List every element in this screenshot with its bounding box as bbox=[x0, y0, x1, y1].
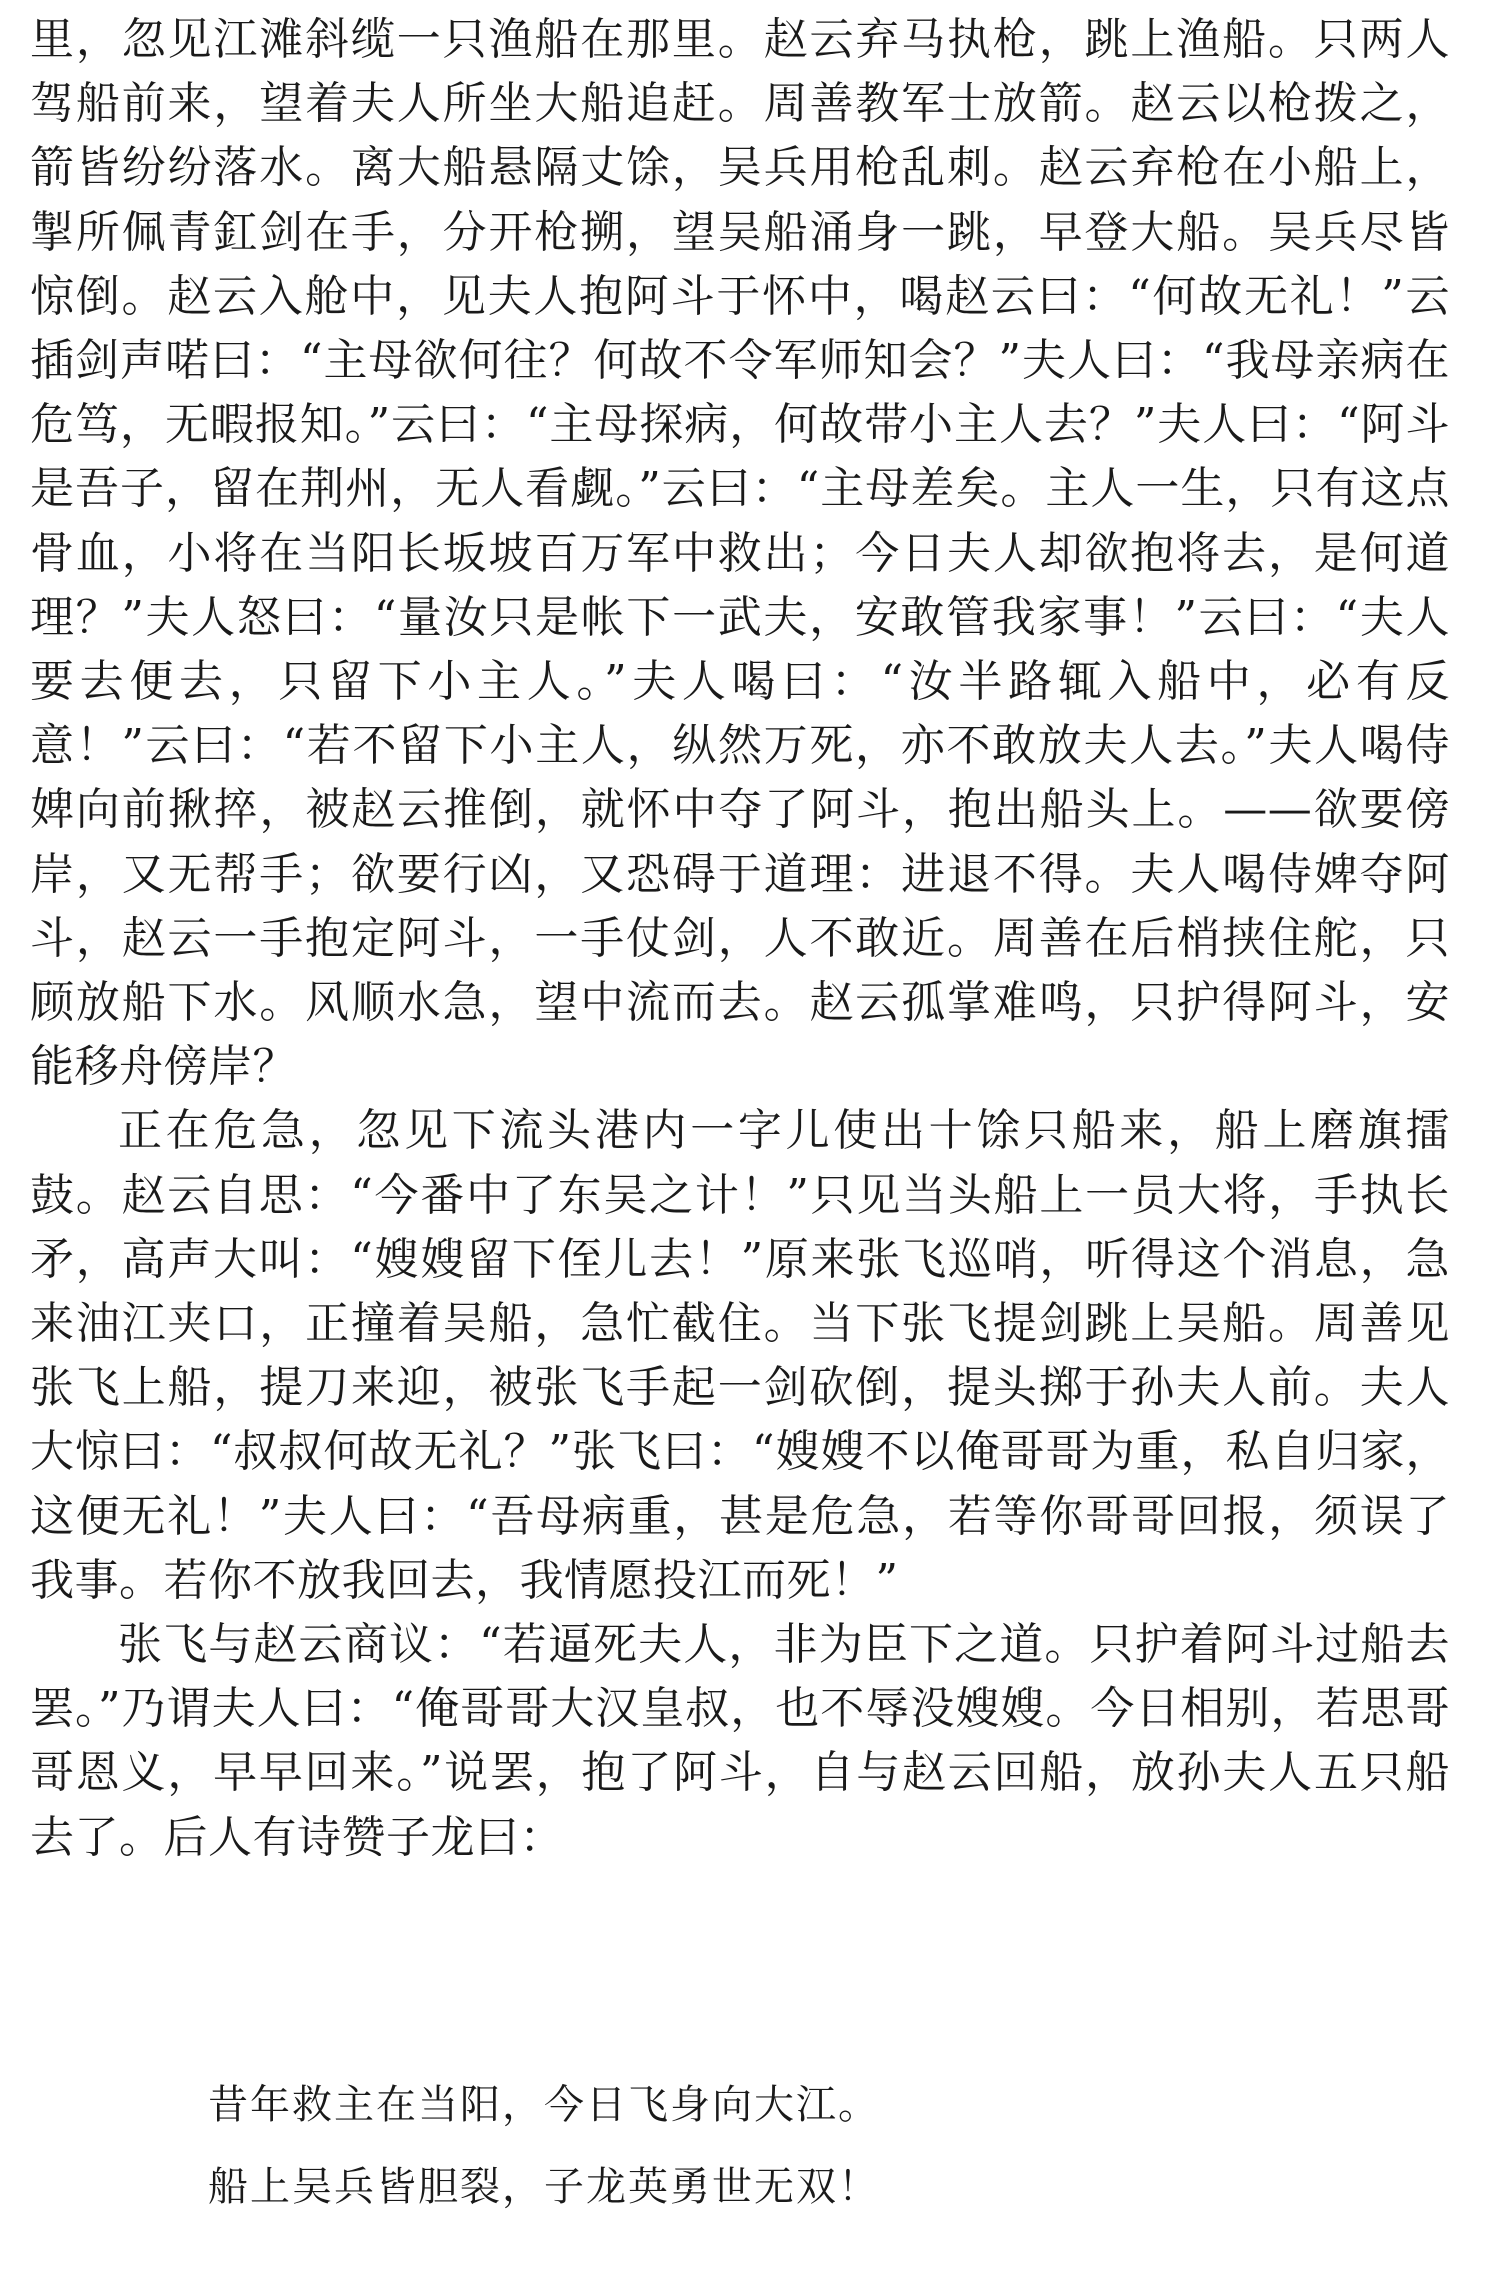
page-body bbox=[30, 8, 1450, 1870]
poem bbox=[208, 2064, 880, 2228]
poem-line-2: 船上吴兵皆胆裂，子龙英勇世无双！ bbox=[208, 2164, 880, 2210]
paragraph-3: 张飞与赵云商议：“若逼死夫人，非为臣下之道。只护着阿斗过船去罢。”乃谓夫人曰：“俺哥哥大汉皇叔，也不辱没嫂嫂。今日相别，若思哥哥恩义，早早回来。”说罢，抱了阿斗，自与赵云回船，放孙夫人五只船去了。后人有诗赞子龙曰： bbox=[30, 1619, 1450, 1863]
paragraph-2: 正在危急，忽见下流头港内一字儿使出十馀只船来，船上磨旗擂鼓。赵云自思：“今番中了东吴之计！”只见当头船上一员大将，手执长矛，高声大叫：“嫂嫂留下侄儿去！”原来张飞巡哨，听得这个消息，急来油江夹口，正撞着吴船，急忙截住。当下张飞提剑跳上吴船。周善见张飞上船，提刀来迎，被张飞手起一剑砍倒，提头掷于孙夫人前。夫人大惊曰：“叔叔何故无礼？”张飞曰：“嫂嫂不以俺哥哥为重，私自归家，这便无礼！”夫人曰：“吾母病重，甚是危急，若等你哥哥回报，须误了我事。若你不放我回去，我情愿投江而死！” bbox=[30, 1105, 1450, 1606]
poem-line-1: 昔年救主在当阳，今日飞身向大江。 bbox=[208, 2082, 880, 2128]
paragraph-1: 里，忽见江滩斜缆一只渔船在那里。赵云弃马执枪，跳上渔船。只两人驾船前来，望着夫人所坐大船追赶。周善教军士放箭。赵云以枪拨之，箭皆纷纷落水。离大船悬隔丈馀，吴兵用枪乱刺。赵云弃枪在小船上，掣所佩青釭剑在手，分开枪搠，望吴船涌身一跳，早登大船。吴兵尽皆惊倒。赵云入舱中，见夫人抱阿斗于怀中，喝赵云曰：“何故无礼！”云插剑声喏曰：“主母欲何往？何故不令军师知会？”夫人曰：“我母亲病在危笃，无暇报知。”云曰：“主母探病，何故带小主人去？”夫人曰：“阿斗是吾子，留在荆州，无人看觑。”云曰：“主母差矣。主人一生，只有这点骨血，小将在当阳长坂坡百万军中救出；今日夫人却欲抱将去，是何道理？”夫人怒曰：“量汝只是帐下一武夫，安敢管我家事！”云曰：“夫人要去便去，只留下小主人。”夫人喝曰：“汝半路辄入船中，必有反意！”云曰：“若不留下小主人，纵然万死，亦不敢放夫人去。”夫人喝侍婢向前揪捽，被赵云推倒，就怀中夺了阿斗，抱出船头上。——欲要傍岸，又无帮手；欲要行凶，又恐碍于道理：进退不得。夫人喝侍婢夺阿斗，赵云一手抱定阿斗，一手仗剑，人不敢近。周善在后梢挟住舵，只顾放船下水。风顺水急，望中流而去。赵云孤掌难鸣，只护得阿斗，安能移舟傍岸？ bbox=[30, 14, 1450, 1093]
